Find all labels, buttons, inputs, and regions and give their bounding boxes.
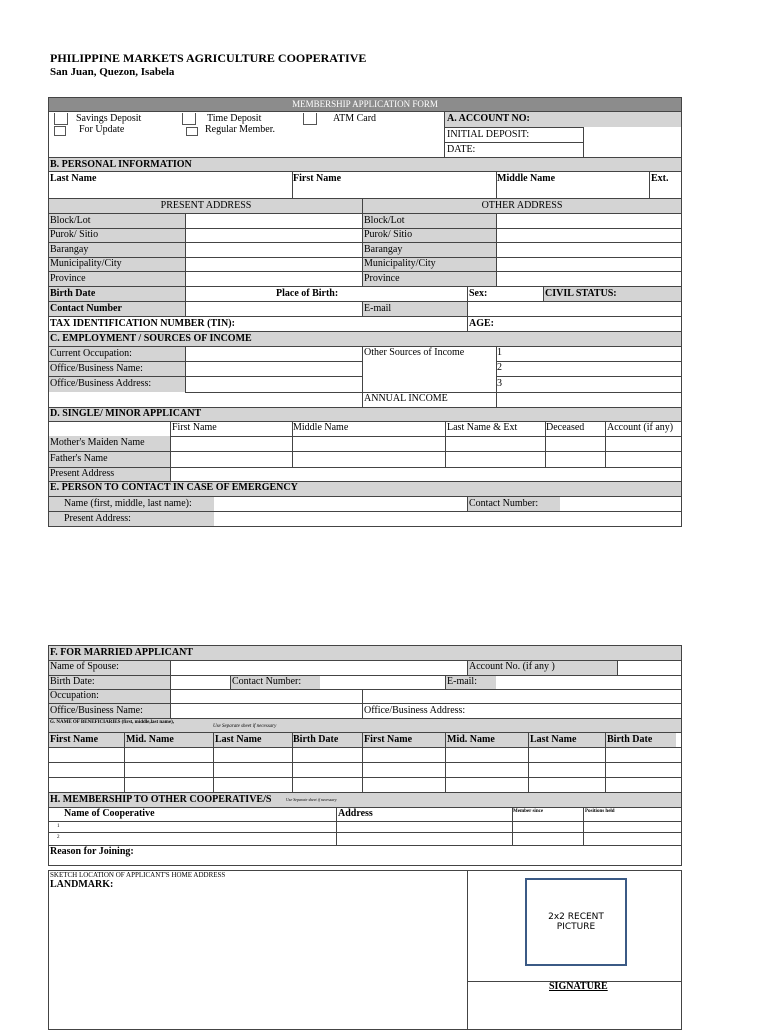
ben-col-mid-2: Mid. Name (447, 734, 495, 745)
birth-date-label: Birth Date (50, 288, 96, 299)
emergency-contact-label: Contact Number: (469, 498, 539, 509)
time-deposit-label: Time Deposit (207, 113, 262, 124)
other-block-lot-label: Block/Lot (364, 215, 405, 226)
income-source-1: 1 (497, 347, 502, 358)
minor-applicant-title: D. SINGLE/ MINOR APPLICANT (50, 408, 202, 419)
other-barangay-label: Barangay (364, 244, 403, 255)
spouse-name-label: Name of Spouse: (50, 661, 119, 672)
ben-col-first-1: First Name (50, 734, 99, 745)
for-update-checkbox[interactable] (54, 126, 66, 136)
emergency-address-label: Present Address: (64, 513, 131, 524)
picture-label-line1: 2x2 RECENT (548, 912, 604, 922)
income-source-2: 2 (497, 362, 502, 373)
sketch-title: SKETCH LOCATION OF APPLICANT'S HOME ADDRESS (50, 871, 226, 879)
present-address-header: PRESENT ADDRESS (160, 200, 252, 211)
ben-col-last-2: Last Name (530, 734, 577, 745)
mothers-maiden-name-label: Mother's Maiden Name (50, 437, 145, 448)
spouse-account-label: Account No. (if any ) (469, 661, 555, 672)
other-purok-label: Purok/ Sitio (364, 229, 413, 240)
personal-info-title: B. PERSONAL INFORMATION (50, 159, 192, 170)
employment-title: C. EMPLOYMENT / SOURCES OF INCOME (50, 333, 252, 344)
contact-number-label: Contact Number (50, 303, 122, 314)
form-title: MEMBERSHIP APPLICATION FORM (292, 99, 438, 109)
other-address-header: OTHER ADDRESS (481, 200, 563, 211)
emergency-name-label: Name (first, middle, last name): (64, 498, 192, 509)
last-name-label: Last Name (50, 173, 97, 184)
spouse-biz-address-label: Office/Business Address: (364, 705, 466, 716)
atm-card-checkbox[interactable] (303, 113, 317, 125)
tin-label: TAX IDENTIFICATION NUMBER (TIN): (50, 318, 235, 329)
ben-col-birth-2: Birth Date (607, 734, 653, 745)
income-source-3: 3 (497, 378, 502, 389)
sex-label: Sex: (469, 288, 488, 299)
picture-label-line2: PICTURE (556, 922, 596, 932)
coop-row-1: 1 (57, 824, 60, 829)
place-of-birth-label: Place of Birth: (276, 288, 339, 299)
other-municipality-label: Municipality/City (364, 258, 436, 269)
recent-picture-box[interactable] (525, 878, 627, 966)
barangay-label: Barangay (50, 244, 89, 255)
ext-label: Ext. (651, 173, 669, 184)
spouse-contact-label: Contact Number: (232, 676, 302, 687)
organization-address: San Juan, Quezon, Isabela (50, 66, 175, 78)
coop-row-2: 2 (57, 835, 60, 840)
atm-card-label: ATM Card (333, 113, 377, 124)
for-update-label: For Update (79, 124, 125, 135)
reason-for-joining-label: Reason for Joining: (50, 846, 134, 857)
spouse-occupation-label: Occupation: (50, 690, 99, 701)
minor-middle-name-col: Middle Name (293, 422, 349, 433)
initial-deposit-label: INITIAL DEPOSIT: (447, 129, 530, 140)
office-business-name-label: Office/Business Name: (50, 363, 143, 374)
spouse-birth-date-label: Birth Date: (50, 676, 95, 687)
fathers-name-label: Father's Name (50, 453, 108, 464)
municipality-label: Municipality/City (50, 258, 122, 269)
other-coop-title: H. MEMBERSHIP TO OTHER COOPERATIVE/S (50, 794, 272, 805)
other-coop-note: Use Separate sheet if necessary (286, 797, 337, 802)
email-label: E-mail (364, 303, 392, 314)
coop-positions-col: Positions held (585, 809, 615, 814)
minor-deceased-col: Deceased (546, 422, 585, 433)
organization-name: PHILIPPINE MARKETS AGRICULTURE COOPERATIVE (50, 51, 367, 65)
regular-member-label: Regular Member. (205, 124, 275, 135)
coop-address-col: Address (338, 808, 373, 819)
married-applicant-title: F. FOR MARRIED APPLICANT (50, 647, 193, 658)
coop-name-col: Name of Cooperative (64, 808, 155, 819)
ben-col-last-1: Last Name (215, 734, 262, 745)
age-label: AGE: (469, 318, 494, 329)
coop-member-since-col: Member since (513, 809, 544, 814)
other-sources-label: Other Sources of Income (364, 347, 465, 358)
minor-last-name-col: Last Name & Ext (447, 422, 518, 433)
minor-present-address-label: Present Address (50, 468, 115, 479)
office-business-address-label: Office/Business Address: (50, 378, 152, 389)
spouse-email-label: E-mail: (447, 676, 477, 687)
province-label: Province (50, 273, 86, 284)
annual-income-label: ANNUAL INCOME (364, 393, 448, 404)
current-occupation-label: Current Occupation: (50, 348, 132, 359)
middle-name-label: Middle Name (497, 173, 556, 184)
other-province-label: Province (364, 273, 400, 284)
minor-first-name-col: First Name (172, 422, 217, 433)
regular-member-checkbox[interactable] (186, 127, 198, 136)
minor-account-col: Account (if any) (607, 422, 674, 433)
time-deposit-checkbox[interactable] (182, 113, 196, 125)
signature-label: SIGNATURE (549, 981, 608, 992)
savings-deposit-checkbox[interactable] (54, 113, 68, 125)
savings-deposit-label: Savings Deposit (76, 113, 142, 124)
first-name-label: First Name (293, 173, 342, 184)
purok-label: Purok/ Sitio (50, 229, 99, 240)
date-label: DATE: (447, 144, 476, 155)
block-lot-label: Block/Lot (50, 215, 91, 226)
ben-col-first-2: First Name (364, 734, 413, 745)
account-no-label: A. ACCOUNT NO: (447, 113, 530, 124)
beneficiaries-note: Use Separate sheet if necessary (213, 724, 277, 729)
ben-col-birth-1: Birth Date (293, 734, 339, 745)
civil-status-label: CIVIL STATUS: (545, 288, 617, 299)
beneficiaries-title: G. NAME OF BENEFICIARIES (first, middle,last name), (50, 720, 174, 725)
ben-col-mid-1: Mid. Name (126, 734, 174, 745)
emergency-title: E. PERSON TO CONTACT IN CASE OF EMERGENCY (50, 482, 298, 493)
landmark-label: LANDMARK: (50, 879, 114, 890)
spouse-biz-name-label: Office/Business Name: (50, 705, 143, 716)
